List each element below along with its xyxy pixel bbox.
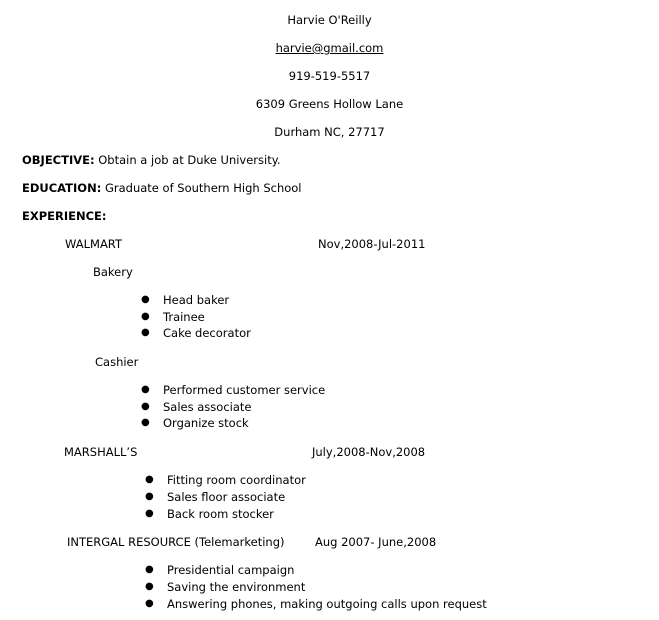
list-item: Answering phones, making outgoing calls upon request [167,597,487,611]
bullet-icon: ● [141,327,150,338]
street-address: 6309 Greens Hollow Lane [255,97,404,111]
bullet-icon: ● [145,491,154,502]
list-item: Back room stocker [167,507,274,521]
experience-label: EXPERIENCE: [22,209,107,223]
role-title: Bakery [93,265,133,279]
bullet-icon: ● [141,417,150,428]
bullet-icon: ● [141,401,150,412]
bullet-icon: ● [141,294,150,305]
job-employer: INTERGAL RESOURCE (Telemarketing) [67,535,285,549]
list-item: Trainee [163,310,205,324]
list-item: Sales associate [163,400,252,414]
city-address: Durham NC, 27717 [274,125,385,139]
job-employer: MARSHALL’S [64,445,138,459]
objective-line [22,153,281,167]
email-link[interactable] [0,41,659,55]
education-line [22,181,302,195]
job-dates: July,2008-Nov,2008 [312,445,426,459]
list-item: Fitting room coordinator [167,473,306,487]
bullet-icon: ● [145,598,154,609]
list-item: Performed customer service [163,383,326,397]
bullet-icon: ● [145,508,154,519]
list-item: Organize stock [163,416,249,430]
objective-text: Obtain a job at Duke University. [94,153,281,167]
bullet-icon: ● [145,581,154,592]
bullet-icon: ● [141,311,150,322]
list-item: Presidential campaign [167,563,295,577]
bullet-icon: ● [145,564,154,575]
bullet-icon: ● [145,474,154,485]
job-dates: Nov,2008-Jul-2011 [318,237,426,251]
list-item: Head baker [163,293,230,307]
list-item: Sales floor associate [167,490,286,504]
email-text[interactable]: harvie@gmail.com [275,41,384,55]
resume-name: Harvie O'Reilly [287,13,372,27]
role-title: Cashier [95,355,139,369]
bullet-icon: ● [141,384,150,395]
job-employer: WALMART [65,237,122,251]
list-item: Cake decorator [163,326,251,340]
job-dates: Aug 2007- June,2008 [315,535,437,549]
education-text: Graduate of Southern High School [101,181,302,195]
education-label: EDUCATION: [22,181,102,195]
phone-number: 919-519-5517 [288,69,371,83]
list-item: Saving the environment [167,580,306,594]
objective-label: OBJECTIVE: [22,153,95,167]
